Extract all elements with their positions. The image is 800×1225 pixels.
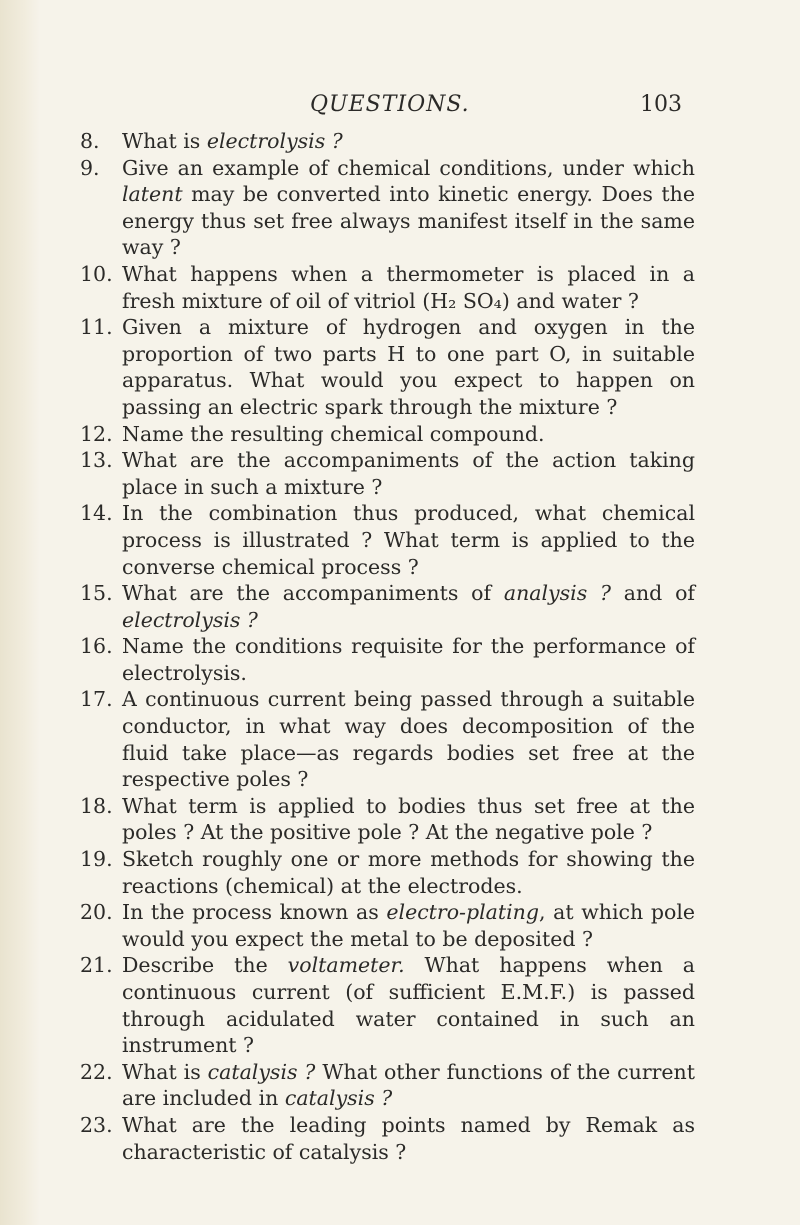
question-12 [80, 421, 695, 448]
question-text: What are the accompaniments of analysis ? and of electrolysis ? [122, 581, 695, 632]
question-17 [80, 686, 695, 792]
question-number: 16. [80, 634, 113, 659]
question-number: 11. [80, 315, 113, 340]
question-9 [80, 155, 695, 261]
question-number: 20. [80, 900, 113, 925]
question-list [80, 128, 695, 1165]
question-text: In the process known as electro-plating, at which pole would you expect the metal to be deposited ? [122, 900, 696, 951]
question-text: Sketch roughly one or more methods for showing the reactions (chemical) at the electrodes. [122, 847, 695, 898]
question-text: What is electrolysis ? [122, 129, 343, 153]
question-number: 13. [80, 448, 113, 473]
question-number: 21. [80, 953, 113, 978]
question-11 [80, 314, 695, 420]
question-18 [80, 793, 695, 846]
question-number: 19. [80, 847, 113, 872]
question-number: 15. [80, 581, 113, 606]
question-22 [80, 1059, 695, 1112]
question-text: What term is applied to bodies thus set free at the poles ? At the positive pole ? At the negative pole ? [122, 793, 695, 845]
question-13 [80, 447, 695, 500]
question-19 [80, 846, 695, 899]
question-20 [80, 899, 695, 952]
question-10 [80, 261, 695, 314]
question-number: 12. [80, 421, 113, 446]
question-number: 17. [80, 687, 113, 712]
question-15 [80, 580, 695, 633]
question-number: 14. [80, 501, 113, 526]
question-number: 18. [80, 793, 113, 818]
running-title: QUESTIONS. [310, 92, 470, 117]
question-8 [80, 128, 695, 155]
question-23 [80, 1112, 695, 1165]
question-16 [80, 633, 695, 686]
question-text: What is catalysis ? What other functions of the current are included in catalysis ? [122, 1059, 695, 1111]
page-number: 103 [640, 92, 682, 117]
question-text: Name the resulting chemical compound. [122, 421, 545, 446]
question-number: 10. [80, 261, 113, 286]
question-number: 23. [80, 1112, 113, 1137]
question-text: What are the leading points named by Remak as characteristic of catalysis ? [122, 1112, 695, 1164]
question-21 [80, 952, 695, 1058]
question-text: Given a mixture of hydrogen and oxygen in the proportion of two parts H to one part O, in suitable apparatus. What would you expect to happen on passing an electric spark through the mixture ? [122, 315, 695, 419]
question-number: 22. [80, 1059, 113, 1084]
page-edge [0, 0, 40, 1225]
question-number: 8. [80, 129, 100, 153]
question-number: 9. [80, 155, 100, 180]
question-text: Describe the voltameter. What happens when a continuous current (of sufficient E.M.F.) is passed through acidulated water contained in such an instrument ? [122, 953, 695, 1058]
question-text: A continuous current being passed through a suitable conductor, in what way does decomposition of the fluid take place—as regards bodies set free at the respective poles ? [122, 687, 695, 792]
page-header [0, 92, 800, 122]
question-14 [80, 500, 695, 580]
question-text: What happens when a thermometer is placed in a fresh mixture of oil of vitriol (H₂ SO₄) and water ? [122, 261, 695, 313]
question-text: In the combination thus produced, what chemical process is illustrated ? What term is applied to the converse chemical process ? [122, 501, 695, 579]
question-text: Name the conditions requisite for the performance of electrolysis. [122, 634, 695, 685]
question-text: What are the accompaniments of the action taking place in such a mixture ? [122, 448, 695, 499]
question-text: Give an example of chemical conditions, under which latent may be converted into kinetic energy. Does the energy thus set free always manifest itself in the same way ? [122, 155, 695, 260]
